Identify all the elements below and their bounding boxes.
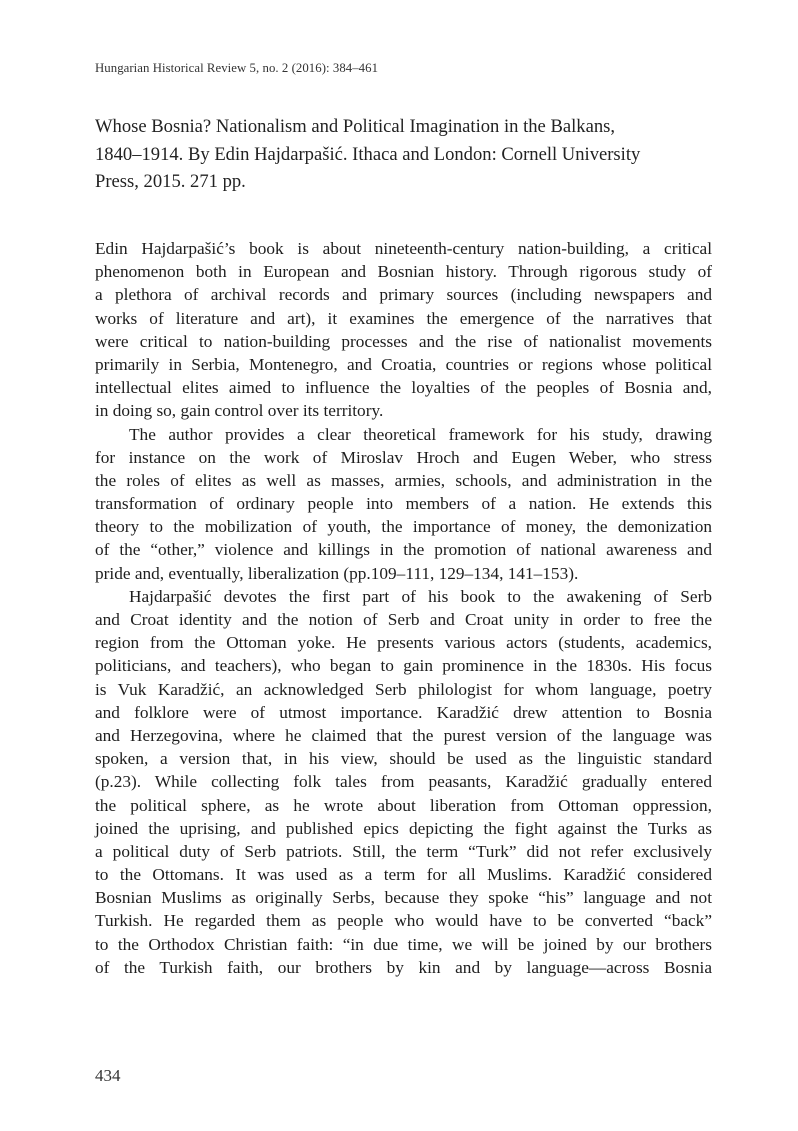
body-text-line: Turkish. He regarded them as people who would have to be converted “back” [95,911,712,931]
body-text-line: intellectual elites aimed to influence the loyalties of the peoples of Bosnia and, [95,378,712,398]
body-text-line: in doing so, gain control over its territory. [95,401,384,421]
body-text-line: were critical to nation-building processes and the rise of nationalist movements [95,331,712,351]
body-text-line: spoken, a version that, in his view, should be used as the linguistic standard [95,749,712,769]
body-text-line: and folklore were of utmost importance. Karadžić drew attention to Bosnia [95,702,712,722]
review-title-line: 1840–1914. By Edin Hajdarpašić. Ithaca and London: Cornell University [95,143,641,165]
body-text-line: the roles of elites as well as masses, armies, schools, and administration in the [95,470,712,490]
body-text-line: and Croat identity and the notion of Serb and Croat unity in order to free the [95,610,712,629]
body-text-line: of the Turkish faith, our brothers by kin and by language—across Bosnia [95,957,712,977]
body-text-line: works of literature and art), it examines the emergence of the narratives that [95,308,712,328]
body-text-line: to the Ottomans. It was used as a term for all Muslims. Karadžić considered [95,865,712,885]
body-text-line: transformation of ordinary people into members of a nation. He extends this [95,494,712,514]
body-text-line: (p.23). While collecting folk tales from peasants, Karadžić gradually entered [95,772,712,792]
body-text-line: to the Orthodox Christian faith: “in due time, we will be joined by our brothers [95,934,712,954]
review-body [95,237,712,979]
page-number: 434 [95,1066,121,1085]
body-text-line: a political duty of Serb patriots. Still, the term “Turk” did not refer exclusively [95,841,712,861]
body-text-line: The author provides a clear theoretical framework for his study, drawing [129,424,712,444]
body-text-line: Edin Hajdarpašić’s book is about nineteenth-century nation-building, a critical [95,239,712,258]
review-title-line: Whose Bosnia? Nationalism and Political Imagination in the Balkans, [95,116,616,137]
body-text-line: theory to the mobilization of youth, the importance of money, the demonization [95,517,712,537]
body-text-line: region from the Ottoman yoke. He presents various actors (students, academics, [95,633,712,653]
running-header: Hungarian Historical Review 5, no. 2 (2016): 384–461 [95,61,379,75]
body-text-line: the political sphere, as he wrote about liberation from Ottoman oppression, [95,795,712,815]
body-text-line: for instance on the work of Miroslav Hroch and Eugen Weber, who stress [95,447,712,467]
body-text-line: Hajdarpašić devotes the first part of his book to the awakening of Serb [129,586,712,606]
body-text-line: phenomenon both in European and Bosnian history. Through rigorous study of [95,262,712,282]
body-text-line: pride and, eventually, liberalization (pp.109–111, 129–134, 141–153). [95,563,579,583]
body-text-line: is Vuk Karadžić, an acknowledged Serb philologist for whom language, poetry [95,679,712,699]
body-text-line: a plethora of archival records and primary sources (including newspapers and [95,285,712,305]
review-title-line: Press, 2015. 271 pp. [95,171,246,192]
body-text-line: Bosnian Muslims as originally Serbs, because they spoke “his” language and not [95,888,712,908]
body-text-line: and Herzegovina, where he claimed that the purest version of the language was [95,725,712,745]
body-text-line: of the “other,” violence and killings in the promotion of national awareness and [95,540,712,560]
body-text-line: joined the uprising, and published epics depicting the fight against the Turks as [95,818,712,838]
body-text-line: primarily in Serbia, Montenegro, and Croatia, countries or regions whose political [95,354,712,374]
body-text-line: politicians, and teachers), who began to gain prominence in the 1830s. His focus [95,656,712,676]
review-title [95,113,735,196]
